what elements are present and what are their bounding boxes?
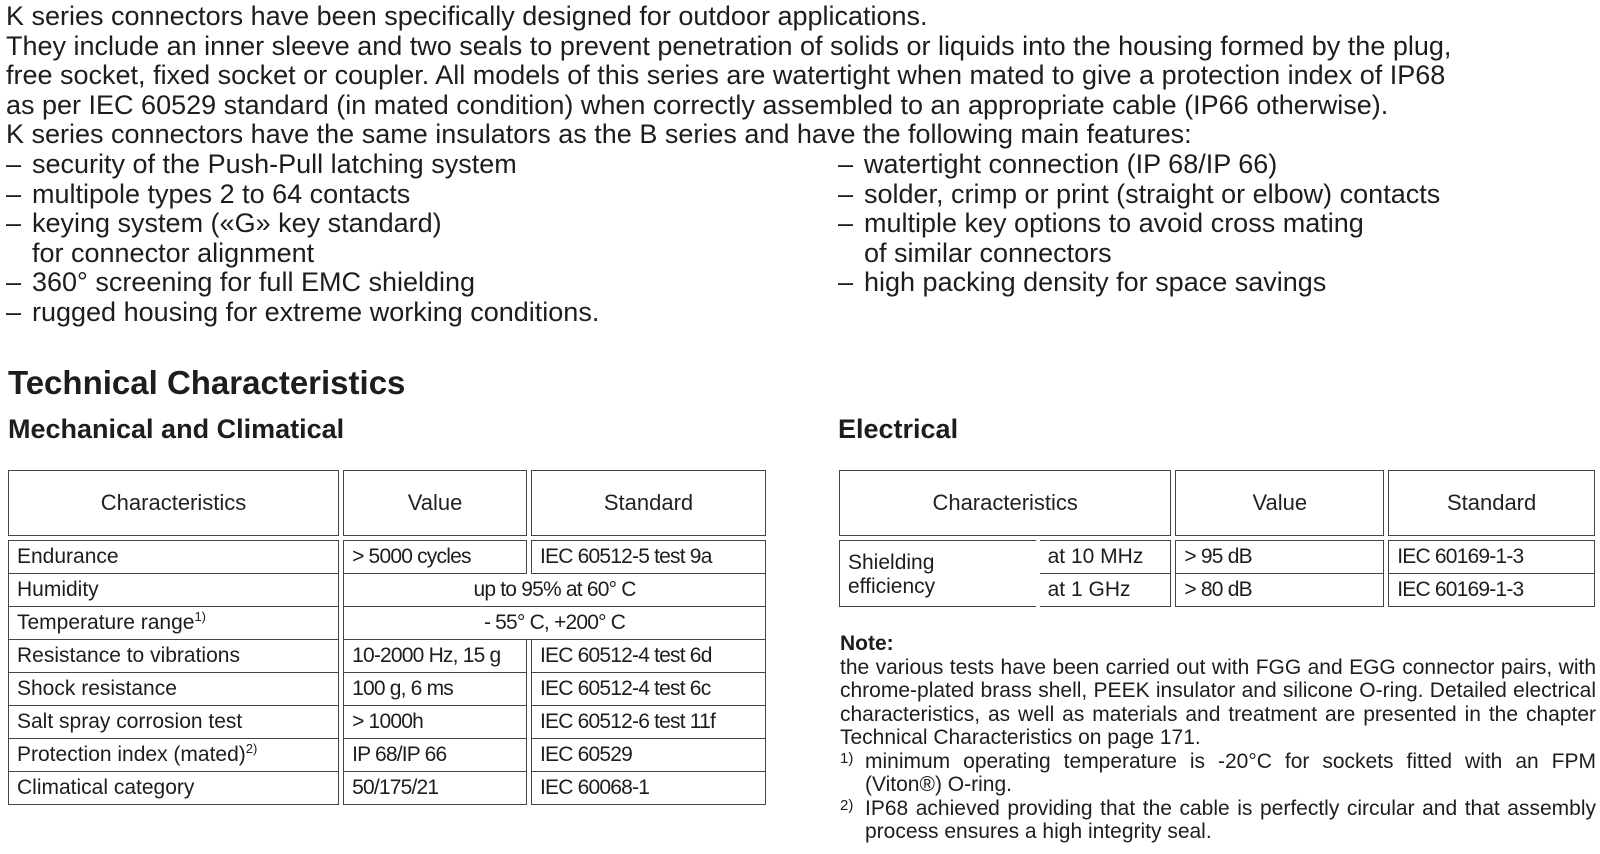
cell-value: 50/175/21 [343, 772, 527, 805]
cell-value: > 1000h [343, 706, 527, 739]
cell-characteristic: Humidity [8, 574, 339, 607]
feature-text: 360° screening for full EMC shielding [32, 267, 476, 297]
cell-standard: IEC 60512-4 test 6c [531, 673, 766, 706]
dash-bullet: – [6, 178, 22, 209]
mechanical-heading: Mechanical and Climatical [8, 414, 345, 444]
table-row [8, 540, 766, 574]
feature-item [838, 180, 1440, 210]
characteristic-line: efficiency [848, 575, 936, 598]
feature-item [6, 268, 599, 298]
footnote-text: minimum operating temperature is -20°C for sockets fitted with an FPM (Viton®) O-ring. [865, 749, 1596, 796]
feature-text: keying system («G» key standard) [32, 208, 442, 238]
header-value: Value [343, 470, 527, 536]
electrical-heading: Electrical [838, 414, 959, 444]
cell-characteristic [839, 540, 1036, 607]
table-row [8, 640, 766, 673]
table-row [8, 739, 766, 772]
feature-list-right [838, 150, 1440, 298]
cell-characteristic: Salt spray corrosion test [8, 706, 339, 739]
note-text: the various tests have been carried out with FGG and EGG connector pairs, with chrome-plated brass shell, PEEK insulator and silicone O-ring. Detailed electrical characteristics, as well as materials and treatment are presented in the chapter Technical Characteristics on page 171. [840, 655, 1596, 749]
dash-bullet: – [6, 296, 22, 327]
feature-item [6, 180, 599, 210]
cell-characteristic: Shock resistance [8, 673, 339, 706]
characteristic-line: Shielding [848, 551, 935, 574]
footnote-text: IP68 achieved providing that the cable is perfectly circular and that assembly process ensures a high integrity seal. [865, 796, 1596, 843]
table-row [8, 574, 766, 607]
intro-line: K series connectors have been specifically designed for outdoor applications. [6, 1, 928, 31]
intro-line: K series connectors have the same insulators as the B series and have the following main features: [6, 119, 1192, 149]
footnote-ref: 2) [245, 741, 258, 756]
dash-bullet: – [6, 208, 22, 238]
mechanical-table [4, 470, 770, 805]
cell-merged-value: up to 95% at 60° C [343, 574, 766, 607]
cell-characteristic [8, 739, 339, 772]
cell-frequency: at 1 GHz [1040, 574, 1172, 607]
feature-item [838, 268, 1440, 298]
cell-characteristic: Resistance to vibrations [8, 640, 339, 673]
cell-value: > 95 dB [1175, 540, 1384, 574]
cell-value: > 80 dB [1175, 574, 1384, 607]
dash-bullet: – [6, 149, 22, 179]
section-title: Technical Characteristics [8, 364, 406, 401]
cell-value: 100 g, 6 ms [343, 673, 527, 706]
feature-list-left [6, 150, 599, 327]
feature-text-cont: of similar connectors [864, 237, 1112, 268]
cell-standard: IEC 60512-5 test 9a [531, 540, 766, 574]
cell-standard: IEC 60512-4 test 6d [531, 640, 766, 673]
note-block [840, 632, 1596, 844]
intro-line: as per IEC 60529 standard (in mated condition) when correctly assembled to an appropriate cable (IP66 otherwise). [6, 89, 1389, 120]
dash-bullet: – [838, 208, 854, 238]
dash-bullet: – [838, 178, 854, 209]
characteristic-text: Protection index (mated) [17, 743, 246, 766]
note-title: Note: [840, 632, 894, 655]
footnote [840, 750, 1596, 797]
header-characteristics: Characteristics [8, 470, 339, 536]
dash-bullet: – [838, 267, 854, 297]
cell-standard: IEC 60529 [531, 739, 766, 772]
table-row [8, 706, 766, 739]
cell-standard: IEC 60512-6 test 11f [531, 706, 766, 739]
cell-value: IP 68/IP 66 [343, 739, 527, 772]
feature-item [6, 298, 599, 328]
feature-item [838, 150, 1440, 180]
feature-text: multiple key options to avoid cross mating [864, 208, 1364, 238]
cell-standard: IEC 60068-1 [531, 772, 766, 805]
cell-characteristic: Endurance [8, 540, 339, 574]
header-standard: Standard [531, 470, 766, 536]
cell-characteristic: Climatical category [8, 772, 339, 805]
table-row [8, 772, 766, 805]
feature-text: rugged housing for extreme working conditions. [32, 296, 600, 327]
cell-value: > 5000 cycles [343, 540, 527, 574]
cell-frequency: at 10 MHz [1040, 540, 1172, 574]
footnote-ref: 1) [194, 609, 206, 624]
header-standard: Standard [1388, 470, 1595, 536]
table-header-row [8, 470, 766, 536]
dash-bullet: – [6, 267, 22, 297]
cell-value: 10-2000 Hz, 15 g [343, 640, 527, 673]
electrical-table [835, 470, 1599, 607]
characteristic-text: Temperature range [17, 611, 195, 634]
footnote-mark: 1) [840, 749, 854, 767]
feature-text: watertight connection (IP 68/IP 66) [864, 149, 1278, 179]
table-header-row [839, 470, 1595, 536]
cell-standard: IEC 60169-1-3 [1388, 540, 1595, 574]
feature-item [6, 209, 599, 268]
table-row [8, 607, 766, 640]
dash-bullet: – [838, 149, 854, 179]
cell-merged-value: - 55° C, +200° C [343, 607, 766, 640]
intro-line: free socket, fixed socket or coupler. All models of this series are watertight when mated to give a protection index of IP68 [6, 60, 1446, 90]
intro-line: They include an inner sleeve and two seals to prevent penetration of solids or liquids into the housing formed by the plug, [6, 30, 1452, 61]
table-row [8, 673, 766, 706]
cell-standard: IEC 60169-1-3 [1388, 574, 1595, 607]
feature-item [838, 209, 1440, 268]
header-characteristics: Characteristics [839, 470, 1171, 536]
feature-text-cont: for connector alignment [32, 237, 315, 268]
feature-text: solder, crimp or print (straight or elbow) contacts [864, 178, 1441, 209]
footnote [840, 797, 1596, 844]
feature-text: high packing density for space savings [864, 267, 1327, 297]
feature-text: security of the Push-Pull latching system [32, 149, 517, 179]
feature-text: multipole types 2 to 64 contacts [32, 178, 411, 209]
intro-text [6, 2, 1596, 150]
header-value: Value [1175, 470, 1384, 536]
table-row [839, 540, 1595, 574]
cell-characteristic [8, 607, 339, 640]
footnote-mark: 2) [840, 796, 854, 814]
feature-item [6, 150, 599, 180]
